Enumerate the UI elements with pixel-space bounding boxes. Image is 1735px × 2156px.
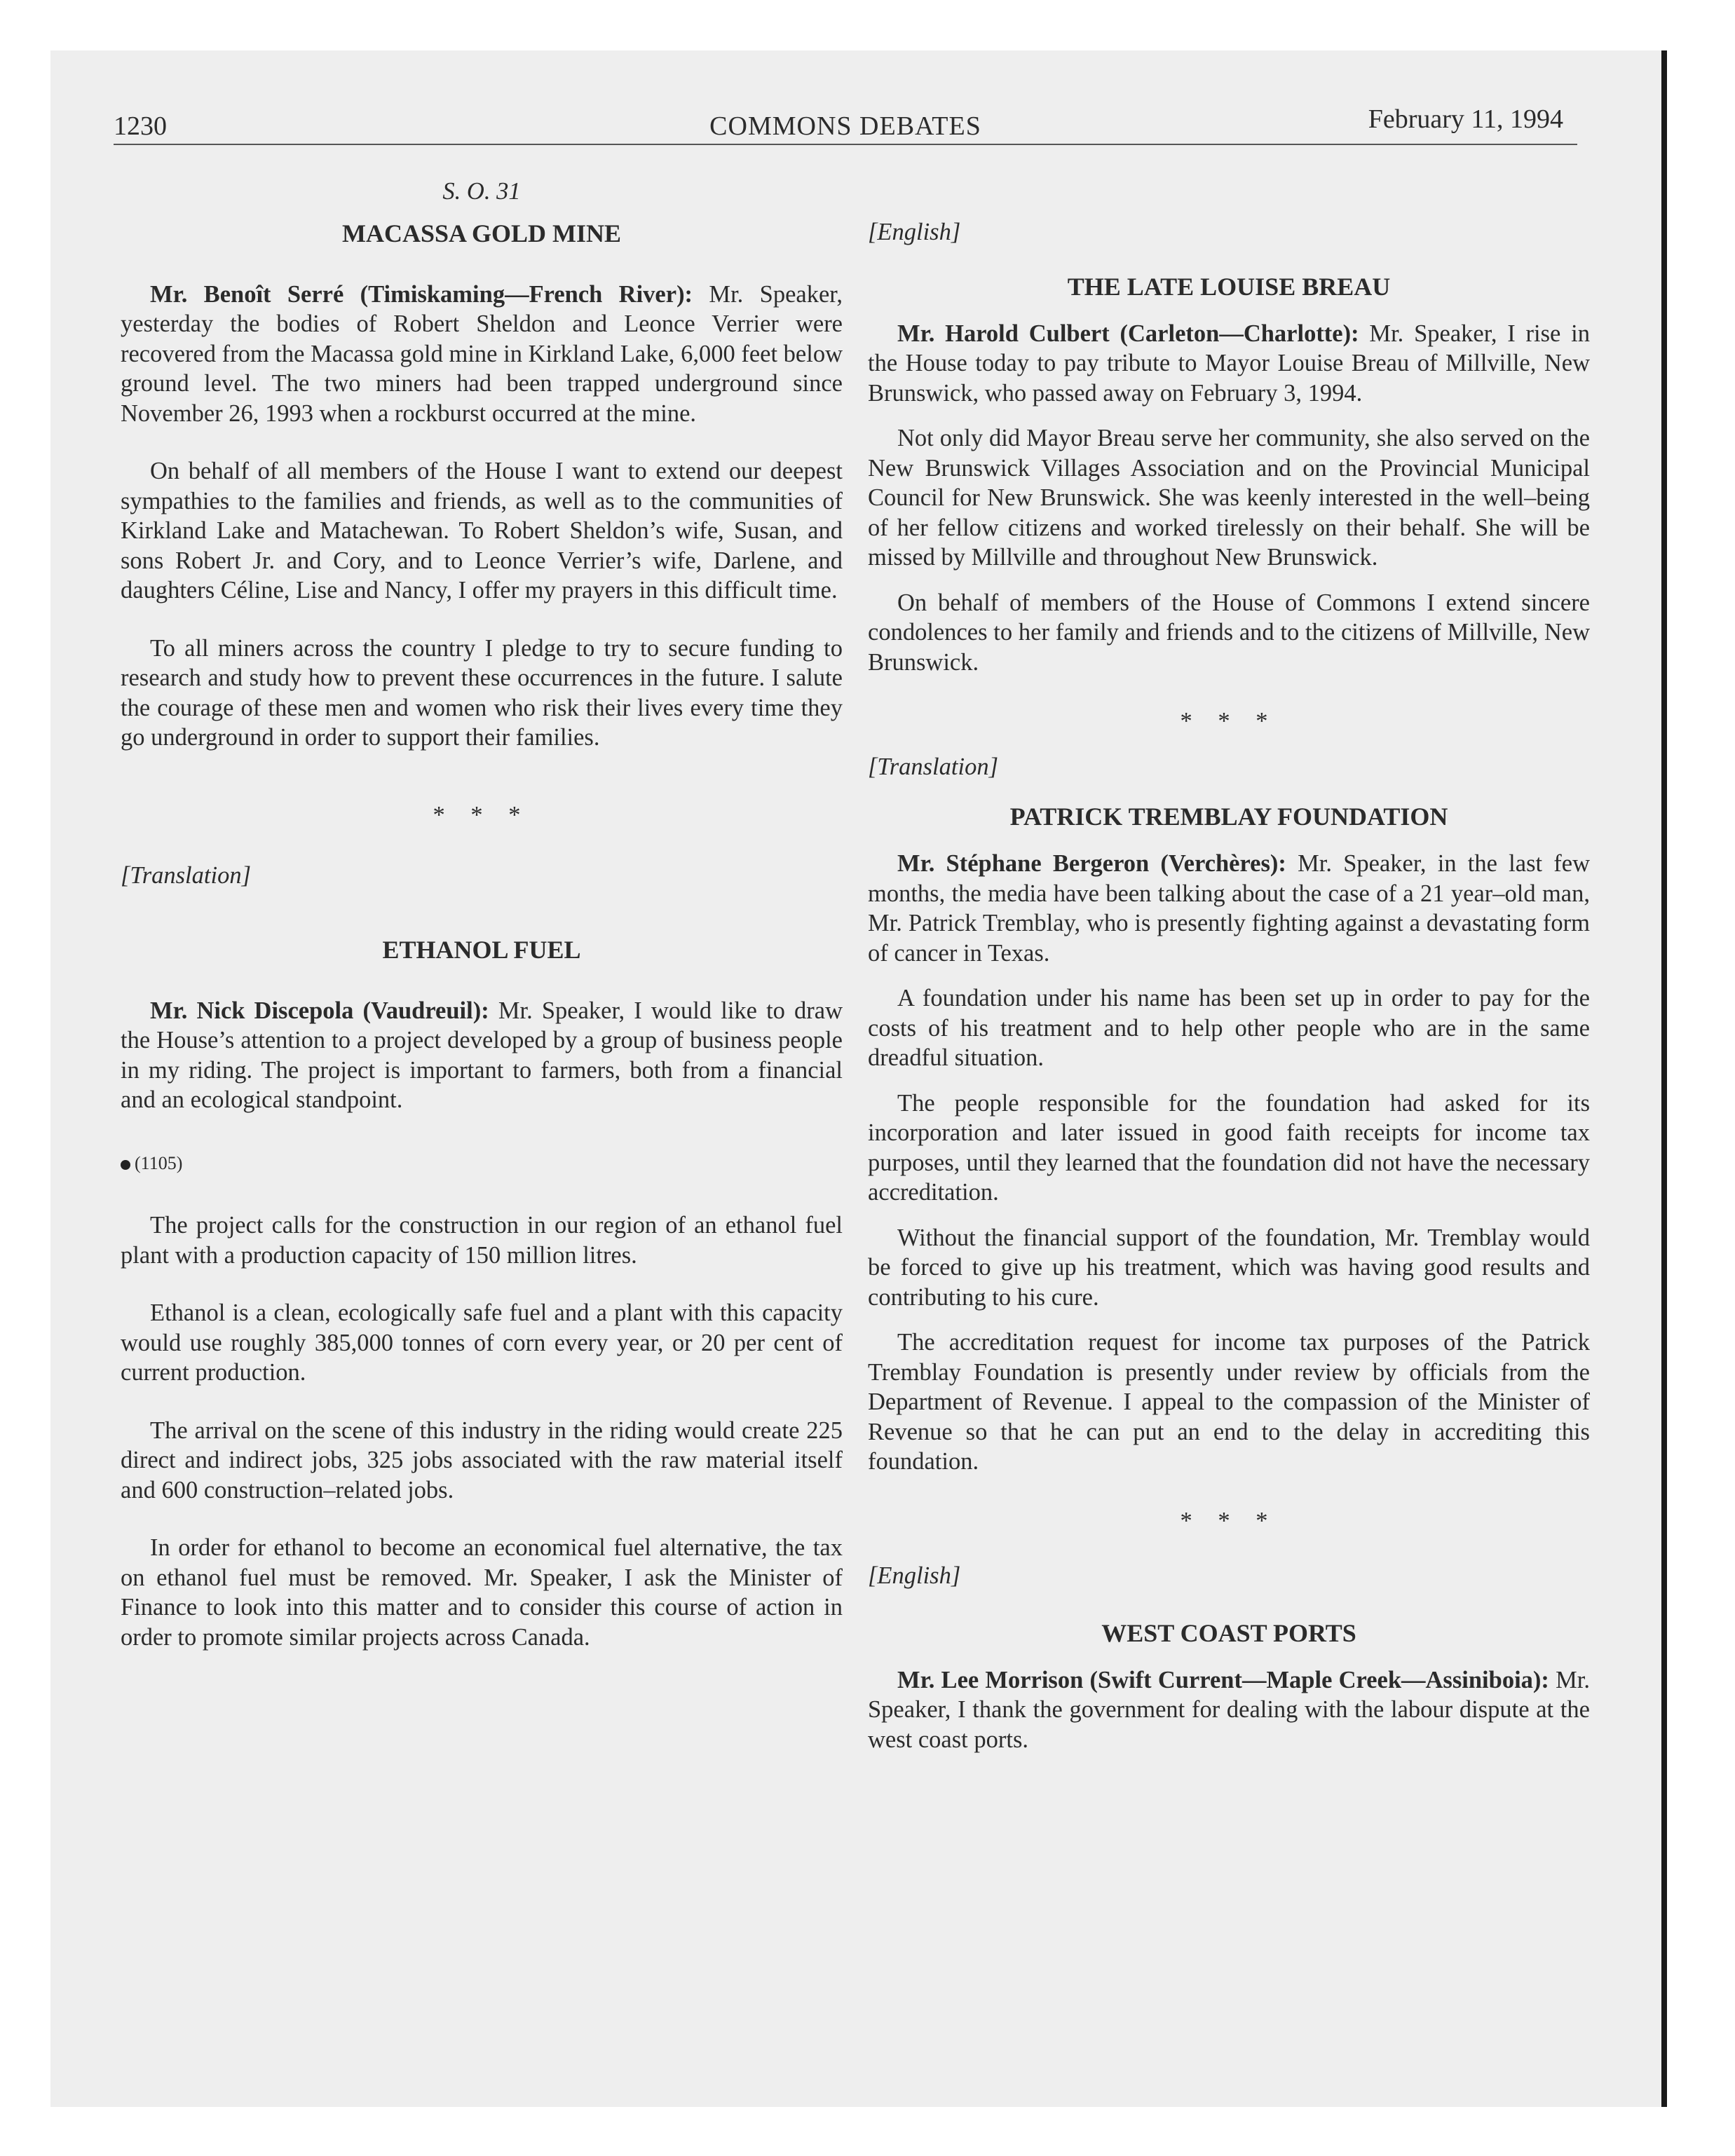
bullet-icon (121, 1160, 130, 1170)
macassa-statement (121, 280, 843, 429)
page-header (114, 104, 1577, 146)
breau-paragraph-1: Mr. Speaker, I rise in the House today to pay tribute to Mayor Louise Breau of Millville, New Brunswick, who passed away on February 3, 1994. (868, 320, 1590, 407)
breau-paragraph-2: Not only did Mayor Breau serve her community, she also served on the New Brunswick Villages Association and on the Provincial Municipal Council for New Brunswick. She was keenly interested in the well–being of her fellow citizens and worked tirelessly on their behalf. She will be missed by Millville and throughout New Brunswick. (868, 425, 1590, 571)
tremblay-heading: PATRICK TREMBLAY FOUNDATION (1009, 803, 1448, 831)
section-separator: * * * (433, 801, 531, 828)
breau-statement (868, 319, 1590, 409)
page-number: 1230 (114, 111, 167, 141)
tremblay-paragraph-2: A foundation under his name has been set up in order to pay for the costs of his treatment and to help other people who are in the same dreadful situation. (868, 985, 1590, 1071)
tremblay-statement (868, 849, 1590, 968)
ethanol-paragraph-4: The arrival on the scene of this industry in the riding would create 225 direct and indirect jobs, 325 jobs associated with the raw material itself and 600 construction–related jobs. (121, 1417, 843, 1503)
ethanol-paragraph-1: Mr. Speaker, I would like to draw the House’s attention to a project developed by a group of business people in my riding. The project is important to farmers, both from a financial and an ecological standpoint. (121, 997, 843, 1113)
tremblay-paragraph-4: Without the financial support of the foundation, Mr. Tremblay would be forced to give up his treatment, which was having good results and contributing to his cure. (868, 1224, 1590, 1311)
macassa-paragraph-2: On behalf of all members of the House I want to extend our deepest sympathies to the families and friends, as well as to the communities of Kirkland Lake and Matachewan. To Robert Sheldon’s wife, Susan, and sons Robert Jr. and Cory, and to Leonce Verrier’s wife, Darlene, and daughters Céline, Lise and Nancy, I offer my prayers in this difficult time. (121, 458, 843, 603)
ethanol-paragraph-3: Ethanol is a clean, ecologically safe fuel and a plant with this capacity would use roughly 385,000 tonnes of corn every year, or 20 per cent of current production. (121, 1299, 843, 1386)
section-separator: * * * (1180, 708, 1278, 735)
tremblay-paragraph-5: The accreditation request for income tax purposes of the Patrick Tremblay Foundation is presently under review by officials from the Department of Revenue. I appeal to the compassion of the Minister of Revenue so that he can put an end to the delay in accrediting this foundation. (868, 1329, 1590, 1475)
ethanol-statement (121, 996, 843, 1115)
ethanol-heading: ETHANOL FUEL (382, 935, 581, 964)
right-column (868, 168, 1590, 1754)
speaker-name: Mr. Stéphane Bergeron (Verchères): (897, 850, 1286, 877)
breau-heading: THE LATE LOUISE BREAU (1067, 272, 1391, 301)
macassa-heading: MACASSA GOLD MINE (341, 219, 622, 247)
publication-title: COMMONS DEBATES (709, 111, 981, 141)
translation-tag: [Translation] (121, 862, 251, 889)
tremblay-paragraph-3: The people responsible for the foundation had asked for its incorporation and later issued in good faith receipts for income tax purposes, until they learned that the foundation did not have the necessary accreditation. (868, 1089, 1590, 1206)
speaker-name: Mr. Lee Morrison (Swift Current—Maple Creek—Assiniboia): (897, 1666, 1549, 1693)
ports-statement (868, 1665, 1590, 1755)
speaker-name: Mr. Benoît Serré (Timiskaming—French River): (150, 280, 693, 308)
header-rule (114, 144, 1577, 145)
page-edge-shadow (1661, 50, 1667, 2107)
tremblay-paragraph-1: Mr. Speaker, in the last few months, the media have been talking about the case of a 21 year–old man, Mr. Patrick Tremblay, who is presently fighting against a devastating form of cancer in Texas. (868, 850, 1591, 967)
speaker-name: Mr. Nick Discepola (Vaudreuil): (150, 997, 489, 1024)
breau-paragraph-3: On behalf of members of the House of Commons I extend sincere condolences to her family and friends and to the citizens of Millville, New Brunswick. (868, 589, 1590, 676)
time-marker-text: (1105) (135, 1152, 183, 1173)
translation-tag: [Translation] (868, 753, 998, 780)
speaker-name: Mr. Harold Culbert (Carleton—Charlotte): (897, 320, 1359, 347)
ports-heading: WEST COAST PORTS (1101, 1618, 1356, 1647)
sitting-date: February 11, 1994 (1368, 104, 1563, 134)
macassa-paragraph-3: To all miners across the country I pledge to try to secure funding to research and study how to prevent these occurrences in the future. I salute the courage of these men and women who risk their lives every time they go underground in order to support their families. (121, 634, 843, 751)
english-tag: [English] (868, 1562, 961, 1589)
ports-paragraph-1: Mr. Speaker, I thank the government for dealing with the labour dispute at the west coast ports. (868, 1666, 1590, 1753)
ethanol-paragraph-5: In order for ethanol to become an economical fuel alternative, the tax on ethanol fuel must be removed. Mr. Speaker, I ask the Minister of Finance to look into this matter and to consider this course of action in order to promote similar projects across Canada. (121, 1534, 843, 1651)
left-column (121, 168, 843, 1652)
section-separator: * * * (1180, 1507, 1278, 1534)
standing-order-label: S. O. 31 (442, 178, 521, 205)
ethanol-paragraph-2: The project calls for the construction in our region of an ethanol fuel plant with a production capacity of 150 million litres. (121, 1212, 843, 1269)
time-marker (121, 1149, 843, 1179)
macassa-paragraph-1: Mr. Speaker, yesterday the bodies of Robert Sheldon and Leonce Verrier were recovered from the Macassa gold mine in Kirkland Lake, 6,000 feet below ground level. The two miners had been trapped underground since November 26, 1993 when a rockburst occurred at the mine. (121, 280, 843, 427)
english-tag: [English] (868, 219, 961, 245)
